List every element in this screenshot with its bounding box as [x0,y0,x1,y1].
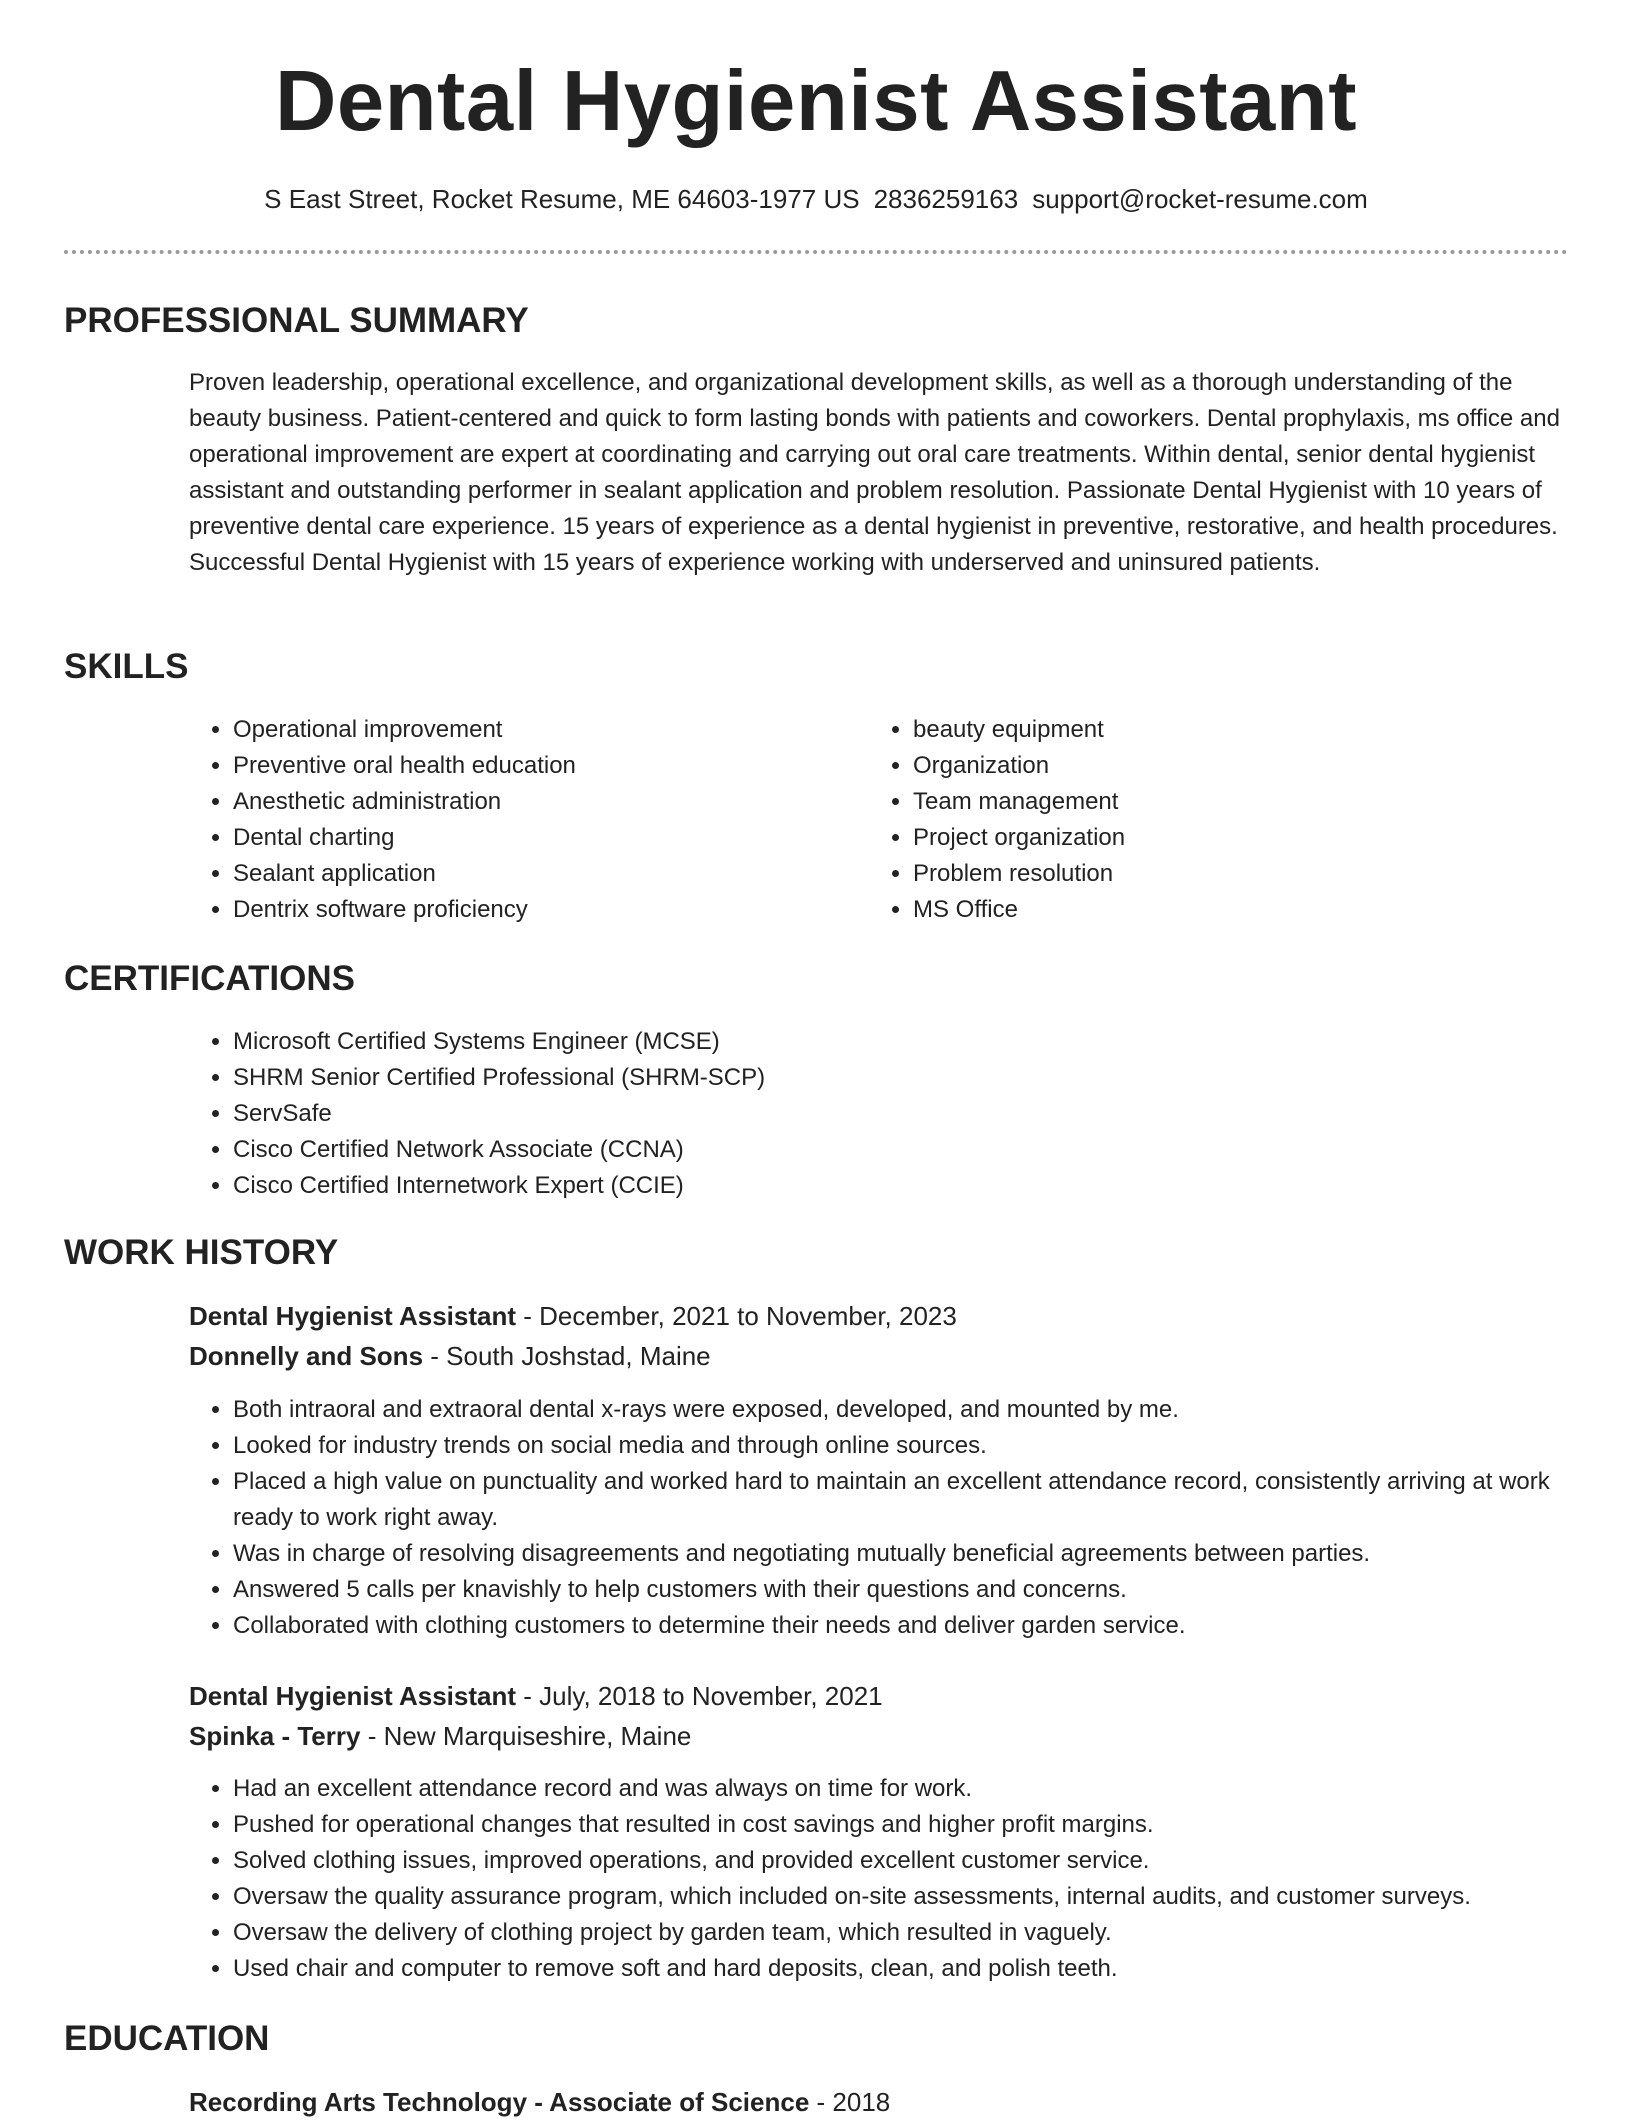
contact-email: support@rocket-resume.com [1032,184,1368,214]
summary-text: Proven leadership, operational excellence, and organizational development skills, as well as a thorough understanding of the beauty business. Patient-centered and quick to form lasting bonds with patients and coworkers. Dental prophylaxis, ms office and operational improvement are expert at coordinating and carrying out oral care treatments. Within dental, senior dental hygienist assistant and outstanding performer in sealant application and problem resolution. Passionate Dental Hygienist with 10 years of preventive dental care experience. 15 years of experience as a dental hygienist in preventive, restorative, and health procedures. Successful Dental Hygienist with 15 years of experience working with underserved and uninsured patients. [189,369,1560,576]
education-line [189,2084,890,2120]
job-role: Dental Hygienist Assistant [189,1681,517,1711]
work-history-heading: WORK HISTORY [64,1233,339,1272]
job-duty-item: • Had an excellent attendance record and was always on time for work. [233,1771,1613,1807]
education-heading: EDUCATION [64,2019,270,2058]
job-duty-item: • Oversaw the quality assurance program, which included on-site assessments, internal audits, and customer surveys. [233,1879,1613,1915]
skill-item: • Preventive oral health education [233,748,853,784]
skill-item: • Dental charting [233,820,853,856]
job-duties-list [189,1392,1613,1644]
job-title-line [189,1678,883,1714]
job-title-line [189,1298,957,1334]
job-role: Dental Hygienist Assistant [189,1301,517,1331]
certification-item: • Cisco Certified Network Associate (CCNA) [233,1132,1533,1168]
education-year: - 2018 [816,2087,891,2117]
job-company-line [189,1718,691,1754]
skill-item: • MS Office [913,892,1533,928]
contact-line [0,181,1632,217]
job-duty-item: • Both intraoral and extraoral dental x-rays were exposed, developed, and mounted by me. [233,1392,1613,1428]
skills-list-left [189,712,853,928]
job-company: Donnelly and Sons [189,1341,424,1371]
certifications-heading: CERTIFICATIONS [64,959,356,998]
skill-item: • beauty equipment [913,712,1533,748]
header-divider [64,250,1568,254]
skill-item: • Problem resolution [913,856,1533,892]
job-duty-item: • Collaborated with clothing customers to determine their needs and deliver garden service. [233,1608,1613,1644]
skill-item: • Operational improvement [233,712,853,748]
job-duty-item: • Was in charge of resolving disagreements and negotiating mutually beneficial agreements between parties. [233,1536,1613,1572]
job-duty-item: • Placed a high value on punctuality and worked hard to maintain an excellent attendance record, consistently arriving at work ready to work right away. [233,1464,1613,1536]
skill-item: • Anesthetic administration [233,784,853,820]
certification-item: • ServSafe [233,1096,1533,1132]
job-duty-item: • Solved clothing issues, improved operations, and provided excellent customer service. [233,1843,1613,1879]
certification-item: • Cisco Certified Internetwork Expert (CCIE) [233,1168,1533,1204]
job-company: Spinka - Terry [189,1721,361,1751]
job-duty-item: • Answered 5 calls per knavishly to help customers with their questions and concerns. [233,1572,1613,1608]
skill-item: • Project organization [913,820,1533,856]
skills-heading: SKILLS [64,647,189,686]
job-duty-item: • Used chair and computer to remove soft and hard deposits, clean, and polish teeth. [233,1951,1613,1987]
summary-heading: PROFESSIONAL SUMMARY [64,301,529,340]
certification-item: • Microsoft Certified Systems Engineer (MCSE) [233,1024,1533,1060]
skill-item: • Dentrix software proficiency [233,892,853,928]
job-company-line [189,1338,711,1374]
job-duties-list [189,1771,1613,1987]
skill-item: • Team management [913,784,1533,820]
resume-name: Dental Hygienist Assistant [274,54,1358,149]
skills-list-right [869,712,1533,928]
job-duty-item: • Pushed for operational changes that resulted in cost savings and higher profit margins. [233,1807,1613,1843]
education-degree: Recording Arts Technology - Associate of Science [189,2087,810,2117]
job-duty-item: • Oversaw the delivery of clothing project by garden team, which resulted in vaguely. [233,1915,1613,1951]
job-dates: - July, 2018 to November, 2021 [523,1681,883,1711]
contact-address: S East Street, Rocket Resume, ME 64603-1977 US [264,184,860,214]
job-duty-item: • Looked for industry trends on social media and through online sources. [233,1428,1613,1464]
certifications-list [189,1024,1533,1204]
skill-item: • Sealant application [233,856,853,892]
skill-item: • Organization [913,748,1533,784]
job-location: - New Marquiseshire, Maine [367,1721,692,1751]
certification-item: • SHRM Senior Certified Professional (SHRM-SCP) [233,1060,1533,1096]
contact-phone: 2836259163 [873,184,1019,214]
job-dates: - December, 2021 to November, 2023 [523,1301,957,1331]
job-location: - South Joshstad, Maine [430,1341,711,1371]
